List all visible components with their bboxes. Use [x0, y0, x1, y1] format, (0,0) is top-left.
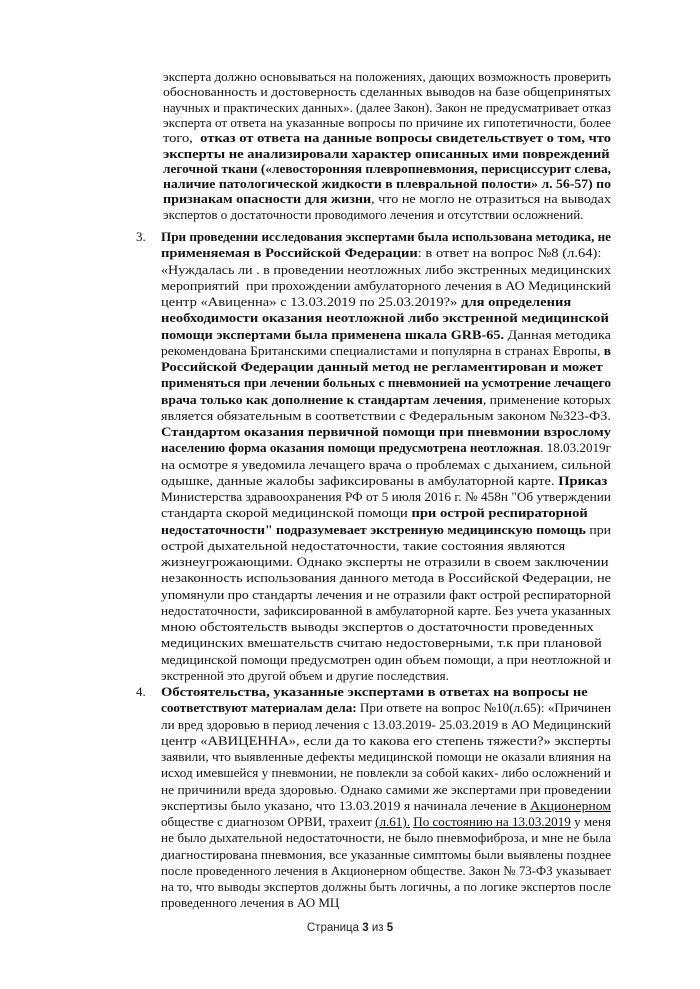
text-line	[161, 570, 611, 585]
text-line	[161, 278, 611, 293]
text-line	[161, 505, 588, 520]
text-run: острой дыхательной недостаточности, такие состояния являются	[161, 537, 566, 553]
text-run: центр «Авиценна» с 13.03.2019 по 25.03.2019?»	[161, 294, 462, 309]
text-line	[161, 440, 611, 455]
text-run: диагностирована пневмония, все указанные симптомы были выявлены позднее	[161, 846, 611, 862]
text-run: эксперта должно основываться на положениях, дающих возможность проверить	[163, 69, 611, 84]
text-run: Обстоятельства, указанные экспертами в ответах на вопросы не	[161, 684, 588, 699]
text-line	[161, 343, 611, 358]
text-line	[161, 782, 611, 797]
text-run: проведенного лечения в АО МЦ	[161, 895, 340, 911]
text-line	[161, 895, 339, 910]
text-run: Стандартом оказания первичной помощи при пневмонии взрослому	[161, 424, 611, 439]
text-run: соответствуют материалам дела:	[161, 700, 357, 716]
text-run: незаконность использования данного метода в Российской Федерации, не	[161, 570, 611, 586]
footer-page-total: 5	[386, 922, 394, 934]
text-run: (л.61).	[375, 814, 410, 829]
text-line	[161, 635, 602, 650]
text-line	[163, 130, 611, 145]
list-number-3: 3.	[136, 229, 146, 244]
footer-page-current: 3	[362, 922, 369, 934]
text-line	[161, 668, 449, 683]
text-run: Акционерном	[530, 797, 611, 813]
text-run: исход имевшейся у пневмонии, не повлекли за собой каких- либо осложнений и	[161, 765, 611, 781]
text-run: Данная методика	[504, 326, 611, 342]
text-line	[161, 408, 611, 423]
text-line	[161, 798, 611, 813]
text-line	[161, 245, 601, 260]
text-run: При проведении исследования экспертами была использована методика, не	[161, 229, 611, 244]
footer-page-label: Страница	[306, 922, 359, 934]
text-run: При ответе на вопрос №10(л.65): «Причинен	[356, 700, 611, 716]
text-line	[161, 847, 611, 862]
text-line	[163, 69, 611, 84]
text-run: упомянули про стандарты лечения и не отразили факт острой респираторной	[161, 586, 611, 602]
text-run: применяемая в Российской Федерации	[161, 245, 418, 261]
text-line	[161, 814, 611, 829]
text-run: для определения	[461, 294, 572, 309]
text-run: По состоянию на 13.03.2019	[413, 814, 571, 829]
text-run: , что не могло не отразиться на выводах	[371, 191, 611, 207]
text-run: не было дыхательной недостаточности, не было пневмофиброза, и мне не была	[161, 830, 611, 846]
text-run: является обязательным в соответствии с Федеральным законом №323-ФЗ.	[161, 407, 611, 423]
text-run: , применение которых	[482, 391, 611, 407]
text-run: Российской Федерации данный метод не регламентирован и может	[161, 359, 603, 374]
text-line	[161, 262, 611, 277]
text-run: научных и практических данных». (далее Закон). Закон не предусматривает отказ	[163, 99, 611, 115]
text-line	[163, 176, 611, 191]
text-run: мероприятий при прохождении амбулаторного лечения в АО Медицинский	[161, 277, 611, 293]
text-run: заявили, что выявленные дефекты медицинской помощи не оказали влияния на	[161, 749, 611, 764]
text-run: Приказ	[558, 472, 608, 488]
text-line	[163, 161, 611, 176]
text-line	[161, 522, 611, 537]
text-line	[161, 879, 611, 894]
text-line	[161, 294, 571, 309]
text-run: медицинских вмешательств считаю недостоверными, т.к при плановой	[161, 635, 602, 651]
footer-of-label: из	[371, 922, 384, 934]
text-line	[163, 115, 611, 130]
text-line	[161, 717, 611, 732]
text-line	[161, 424, 611, 439]
text-run: применяться при лечении больных с пневмонией на усмотрение лечащего	[161, 375, 611, 391]
text-line	[161, 684, 588, 699]
text-run: обществе с диагнозом ОРВИ, трахеит	[161, 814, 376, 829]
text-run: жизнеугрожающими. Однако эксперты не отразили в своем заключении	[161, 554, 609, 569]
text-run: помощи экспертами была применена шкала GRB-65.	[161, 326, 505, 342]
list-number-4: 4.	[136, 684, 146, 699]
text-line	[161, 229, 611, 244]
text-line	[161, 619, 594, 634]
text-line	[161, 587, 611, 602]
text-run: одышке, данные жалобы зафиксированы в амбулаторной карте.	[161, 472, 559, 488]
text-line	[161, 375, 611, 390]
text-run: легочной ткани («левосторонняя плевропневмония, перисциссурит слева,	[163, 160, 611, 176]
text-run: того,	[163, 130, 201, 146]
text-run: эксперты не анализировали характер описанных ими повреждений	[163, 145, 610, 161]
text-line	[161, 863, 611, 878]
text-line	[163, 84, 611, 99]
text-line	[161, 700, 611, 715]
text-run: признакам опасности для жизни	[163, 191, 372, 207]
text-line	[161, 652, 611, 667]
text-run: экстренной это другой объем и другие последствия.	[161, 667, 449, 683]
text-run: центр «АВИЦЕННА», если да то какова его степень тяжести?» эксперты	[161, 732, 611, 748]
text-run: медицинской помощи предусмотрен один объем помощи, а при неотложной и	[161, 651, 611, 667]
text-run: эксперта от ответа на указанные вопросы по причине их гипотетичности, более	[163, 114, 611, 130]
text-line	[161, 554, 608, 569]
text-run: при острой респираторной	[411, 505, 588, 521]
text-run: экспертизы было указано, что 13.03.2019 я начинала лечение в	[161, 797, 531, 813]
text-run: стандарта скорой медицинской помощи	[161, 505, 412, 521]
text-run: мною обстоятельств выводы экспертов о достаточности проведенных	[161, 619, 594, 634]
text-line	[161, 733, 611, 748]
text-line	[161, 765, 611, 780]
text-run: Министерства здравоохранения РФ от 5 июля 2016 г. № 458н "Об утверждении	[161, 489, 611, 504]
text-run: у меня	[570, 814, 611, 829]
text-run: . 18.03.2019г	[540, 440, 611, 456]
text-run: наличие патологической жидкости в плевральной полости» л. 56-57) по	[163, 176, 611, 192]
text-run: в	[603, 342, 611, 358]
text-run: «Нуждалась ли . в проведении неотложных либо экстренных медицинских	[161, 261, 611, 277]
text-run: ли вред здоровью в период лечения с 13.03.2019- 25.03.2019 в АО Медицинский	[161, 716, 611, 732]
text-line	[161, 830, 611, 845]
text-line	[161, 473, 607, 488]
text-run: на осмотре я уведомила лечащего врача о проблемах с дыханием, сильной	[161, 456, 611, 472]
text-line	[161, 457, 611, 472]
text-line	[161, 538, 565, 553]
text-run: недостаточности" подразумевает экстренную медицинскую помощь	[161, 521, 586, 537]
text-run: отказ от ответа на данные вопросы свидетельствует о том, что	[200, 130, 611, 146]
text-line	[161, 327, 611, 342]
text-run: рекомендована Британскими специалистами и популярна в странах Европы,	[161, 342, 604, 358]
text-line	[161, 489, 611, 504]
text-run: не причинили вреда здоровью. Однако самими же экспертами при проведении	[161, 781, 611, 797]
text-run: необходимости оказания неотложной либо экстренной медицинской	[161, 310, 609, 326]
text-run: после проведенного лечения в Акционерном обществе. Закон № 73-ФЗ указывает	[161, 862, 611, 878]
text-line	[163, 100, 611, 115]
text-run: при	[585, 521, 611, 537]
page-footer	[0, 922, 700, 934]
text-run: обоснованность и достоверность сделанных выводов на базе общепринятых	[163, 84, 611, 100]
text-run: : в ответ на вопрос №8 (л.64):	[417, 245, 602, 261]
text-line	[163, 146, 610, 161]
text-line	[163, 207, 583, 222]
text-line	[161, 603, 611, 618]
text-run: врача только как дополнение к стандартам лечения	[161, 391, 483, 407]
text-run: населению форма оказания помощи предусмотрена неотложная	[161, 440, 541, 456]
text-line	[163, 191, 611, 206]
text-run: экспертов о достаточности проводимого лечения и отсутствии осложнений.	[163, 206, 584, 222]
text-line	[161, 749, 611, 764]
text-line	[161, 359, 603, 374]
text-line	[161, 392, 611, 407]
text-run: недостаточности, зафиксированной в амбулаторной карте. Без учета указанных	[161, 602, 611, 618]
text-line	[161, 310, 609, 325]
text-run: на то, что выводы экспертов должны быть логичны, а по логике экспертов после	[161, 879, 611, 894]
